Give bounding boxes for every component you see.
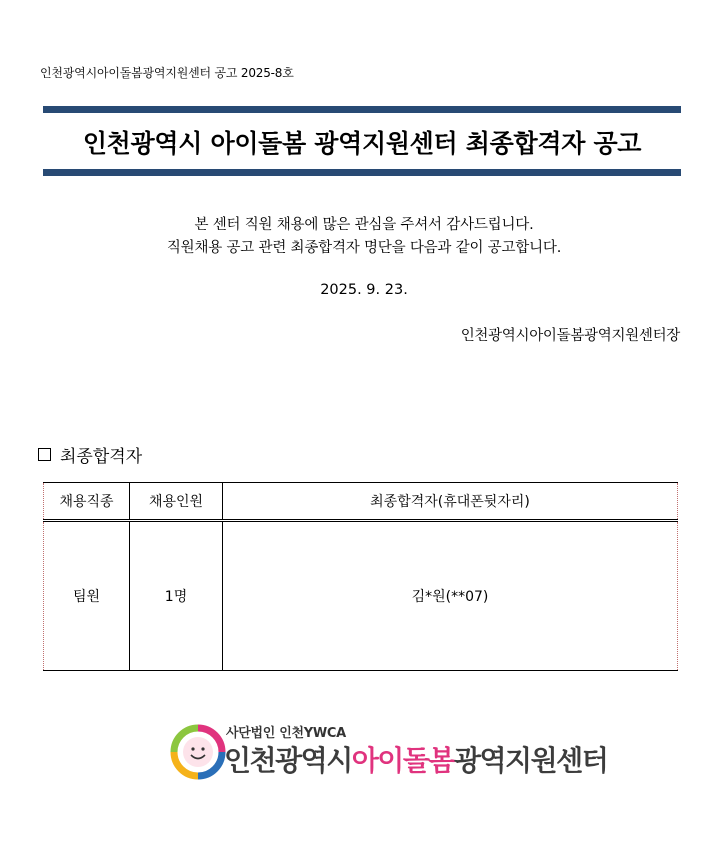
header-headcount: 채용인원 [130, 483, 223, 521]
smile-ring-icon [170, 724, 226, 780]
signer: 인천광역시아이돌봄광역지원센터장 [460, 328, 680, 344]
header-final-candidate: 최종합격자(휴대폰뒷자리) [223, 483, 678, 521]
cell-job-type: 팀원 [44, 521, 130, 671]
intro-line-1: 본 센터 직원 채용에 많은 관심을 주셔서 감사드립니다. [194, 217, 534, 233]
checkbox-icon [38, 448, 51, 461]
title-bottom-bar [43, 169, 681, 176]
title-top-bar [43, 106, 681, 113]
cell-final-candidate: 김*원(**07) [223, 521, 678, 671]
table-header-row [44, 483, 678, 521]
doc-number: 인천광역시아이돌봄광역지원센터 공고 2025-8호 [40, 66, 294, 80]
table-row [44, 521, 678, 671]
intro-line-2: 직원채용 공고 관련 최종합격자 명단을 다음과 같이 공고합니다. [166, 240, 562, 256]
announcement-date: 2025. 9. 23. [320, 282, 408, 298]
section-title: 최종합격자 [60, 447, 143, 467]
cell-headcount: 1명 [130, 521, 223, 671]
page-title: 인천광역시 아이돌봄 광역지원센터 최종합격자 공고 [82, 129, 642, 158]
logo-org-name: 사단법인 인천YWCA [226, 726, 346, 741]
header-job-type: 채용직종 [44, 483, 130, 521]
organization-logo [170, 722, 608, 784]
logo-center-name: 인천광역시아이돌봄광역지원센터 [224, 744, 608, 777]
result-table [43, 482, 678, 671]
section-heading [38, 442, 142, 467]
